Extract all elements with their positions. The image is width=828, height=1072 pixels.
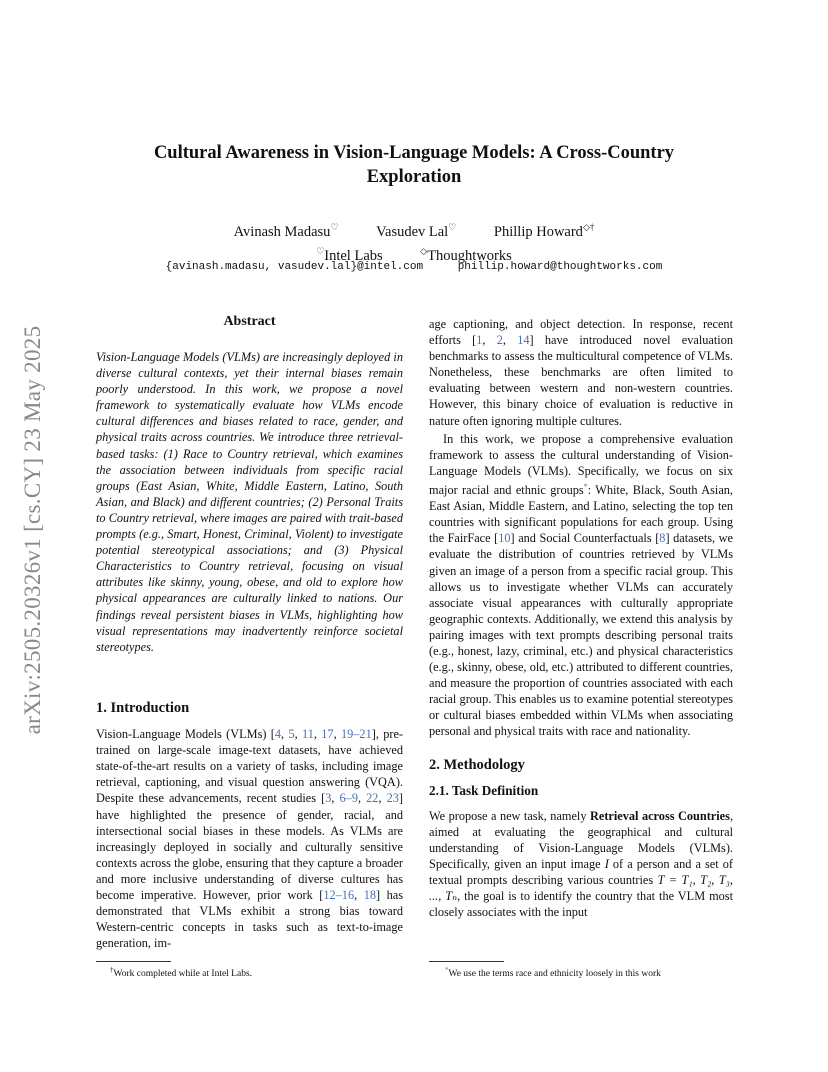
author-3: Phillip Howard◇† xyxy=(493,222,595,240)
citation-link[interactable]: 8 xyxy=(659,531,666,546)
footnote-left: †Work completed while at Intel Labs. xyxy=(110,966,253,980)
citation-link[interactable]: 17 xyxy=(321,727,334,742)
citation-link[interactable]: 19–21 xyxy=(340,727,372,742)
citation-link[interactable]: 4 xyxy=(274,727,282,742)
citation-link[interactable]: 6–9 xyxy=(339,791,358,806)
footnote-right: *We use the terms race and ethnicity loosely in this work xyxy=(445,966,661,980)
citation-link[interactable]: 22 xyxy=(366,791,379,806)
introduction-paragraph: Vision-Language Models (VLMs) [4, 5, 11, 17, 19–21], pre-trained on large-scale image-text datasets, have achieved state-of-the-art results on a variety of tasks, including image retrieval, captioning, and visual question answering (VQA). Despite these advancements, recent studies [3, 6–9, 22, 23] have highlighted the presence of gender, racial, and intersectional social biases in these models. As VLMs are increasingly deployed in socially and culturally sensitive contexts across the globe, ensuring that they capture a broader and more inclusive understanding of diverse cultures has become imperative. However, prior work [12–16, 18] has demonstrated that VLMs exhibit a strong bias toward Western-centric concepts in tasks such as text-to-image generation, im- xyxy=(96,727,404,951)
email-thoughtworks: phillip.howard@thoughtworks.com xyxy=(457,261,663,273)
title-line-1: Cultural Awareness in Vision-Language Models: A Cross-Country xyxy=(153,143,675,163)
citation-link[interactable]: 1 xyxy=(476,333,483,348)
footnote-marker[interactable]: * xyxy=(583,481,588,491)
author-2: Vasudev Lal♡ xyxy=(376,222,457,240)
affiliation-1: ♡Intel Labs xyxy=(316,246,383,264)
affiliation-2: ◇Thoughtworks xyxy=(420,246,512,264)
introduction-heading: 1. Introduction xyxy=(96,700,190,716)
right-column xyxy=(429,316,733,920)
citation-link[interactable]: 2 xyxy=(496,333,503,348)
arxiv-identifier: arXiv:2505.20326v1 [cs.CY] 23 May 2025 xyxy=(20,325,45,735)
contribution-paragraph: In this work, we propose a comprehensive evaluation framework to assess the cultural understanding of Vision-Language Models (VLMs). Specifically, we focus on six major racial and ethnic groups*: White, Black, South Asian, East Asian, Middle Eastern, and Latino, selecting the top ten countries with significant populations for each group. Using the FairFace [10] and Social Counterfactuals [8] datasets, we evaluate the distribution of countries retrieved by VLMs given an image of a person from a specific racial group. This allows us to investigate whether VLMs can accurately associate visual appearances with culturally appropriate geographic contexts. Additionally, we extend this analysis by pairing images with text prompts describing personal traits (e.g., honest, lazy, criminal, etc.) and physical characteristics (e.g., skinny, obese, old, etc.) attributed to different countries, and measure the proportion of countries associated with each racial group. This enables us to examine potential stereotypes or cultural biases embedded within VLMs when associating personal and physical traits with race and nationality. xyxy=(429,431,733,739)
footnote-rule-left xyxy=(96,961,171,962)
abstract-text: Vision-Language Models (VLMs) are increasingly deployed in diverse cultural contexts, yet their internal biases remain poorly understood. In this work, we propose a novel framework to systematically evaluate how VLMs encode cultural differences and biases related to race, gender, and physical traits across countries. We introduce three retrieval-based tasks: (1) Race to Country retrieval, which examines the association between individuals from specific racial groups (East Asian, White, Middle Eastern, Latino, South Asian, and Black) and different countries; (2) Personal Traits to Country retrieval, where images are paired with trait-based prompts (e.g., Smart, Honest, Criminal, Violent) to investigate potential stereotypical associations; and (3) Physical Characteristics to Country retrieval, focusing on visual attributes like skinny, young, obese, and old to explore how physical appearances are culturally linked to nations. Our findings reveal persistent biases in VLMs, highlighting how visual representations may inadvertently reinforce societal stereotypes. xyxy=(96,350,403,654)
methodology-heading: 2. Methodology xyxy=(429,756,525,773)
citation-link[interactable]: 23 xyxy=(386,791,399,806)
citation-link[interactable]: 5 xyxy=(288,727,295,742)
citation-link[interactable]: 3 xyxy=(325,791,332,806)
author-block xyxy=(100,218,728,266)
title-line-2: Exploration xyxy=(366,167,462,187)
email-intel: {avinash.madasu, vasudev.lal}@intel.com xyxy=(165,261,424,273)
citation-link[interactable]: 14 xyxy=(517,333,530,348)
author-emails xyxy=(100,261,728,273)
citation-link[interactable]: 11 xyxy=(302,727,314,742)
citation-link[interactable]: 18 xyxy=(363,888,376,903)
author-1: Avinash Madasu♡ xyxy=(233,222,339,240)
task-definition-heading: 2.1. Task Definition xyxy=(429,782,539,798)
task-definition-paragraph: We propose a new task, namely Retrieval across Countries, aimed at evaluating the geographical and cultural understanding of Vision-Language Models (VLMs). Specifically, given an input image I of a person and a set of textual prompts describing various countries T = T₁, T₂, T₃, ..., Tₙ, the goal is to identify the country that the VLM most closely associates with the input xyxy=(429,808,734,920)
footnote-rule-right xyxy=(429,961,504,962)
citation-link[interactable]: 10 xyxy=(498,531,511,546)
introduction-paragraph-continued: age captioning, and object detection. In response, recent efforts [1, 2, 14] have introduced novel evaluation benchmarks to assess the multicultural competence of VLMs. Nonetheless, these benchmarks are often limited to evaluating between western and non-western countries. However, this binary choice of evaluation is reductive in nature often ignoring multiple cultures. xyxy=(429,317,733,428)
abstract-heading: Abstract xyxy=(223,314,276,329)
citation-link[interactable]: 12–16 xyxy=(323,888,355,903)
paper-title xyxy=(100,141,728,189)
introduction-section xyxy=(96,700,403,951)
